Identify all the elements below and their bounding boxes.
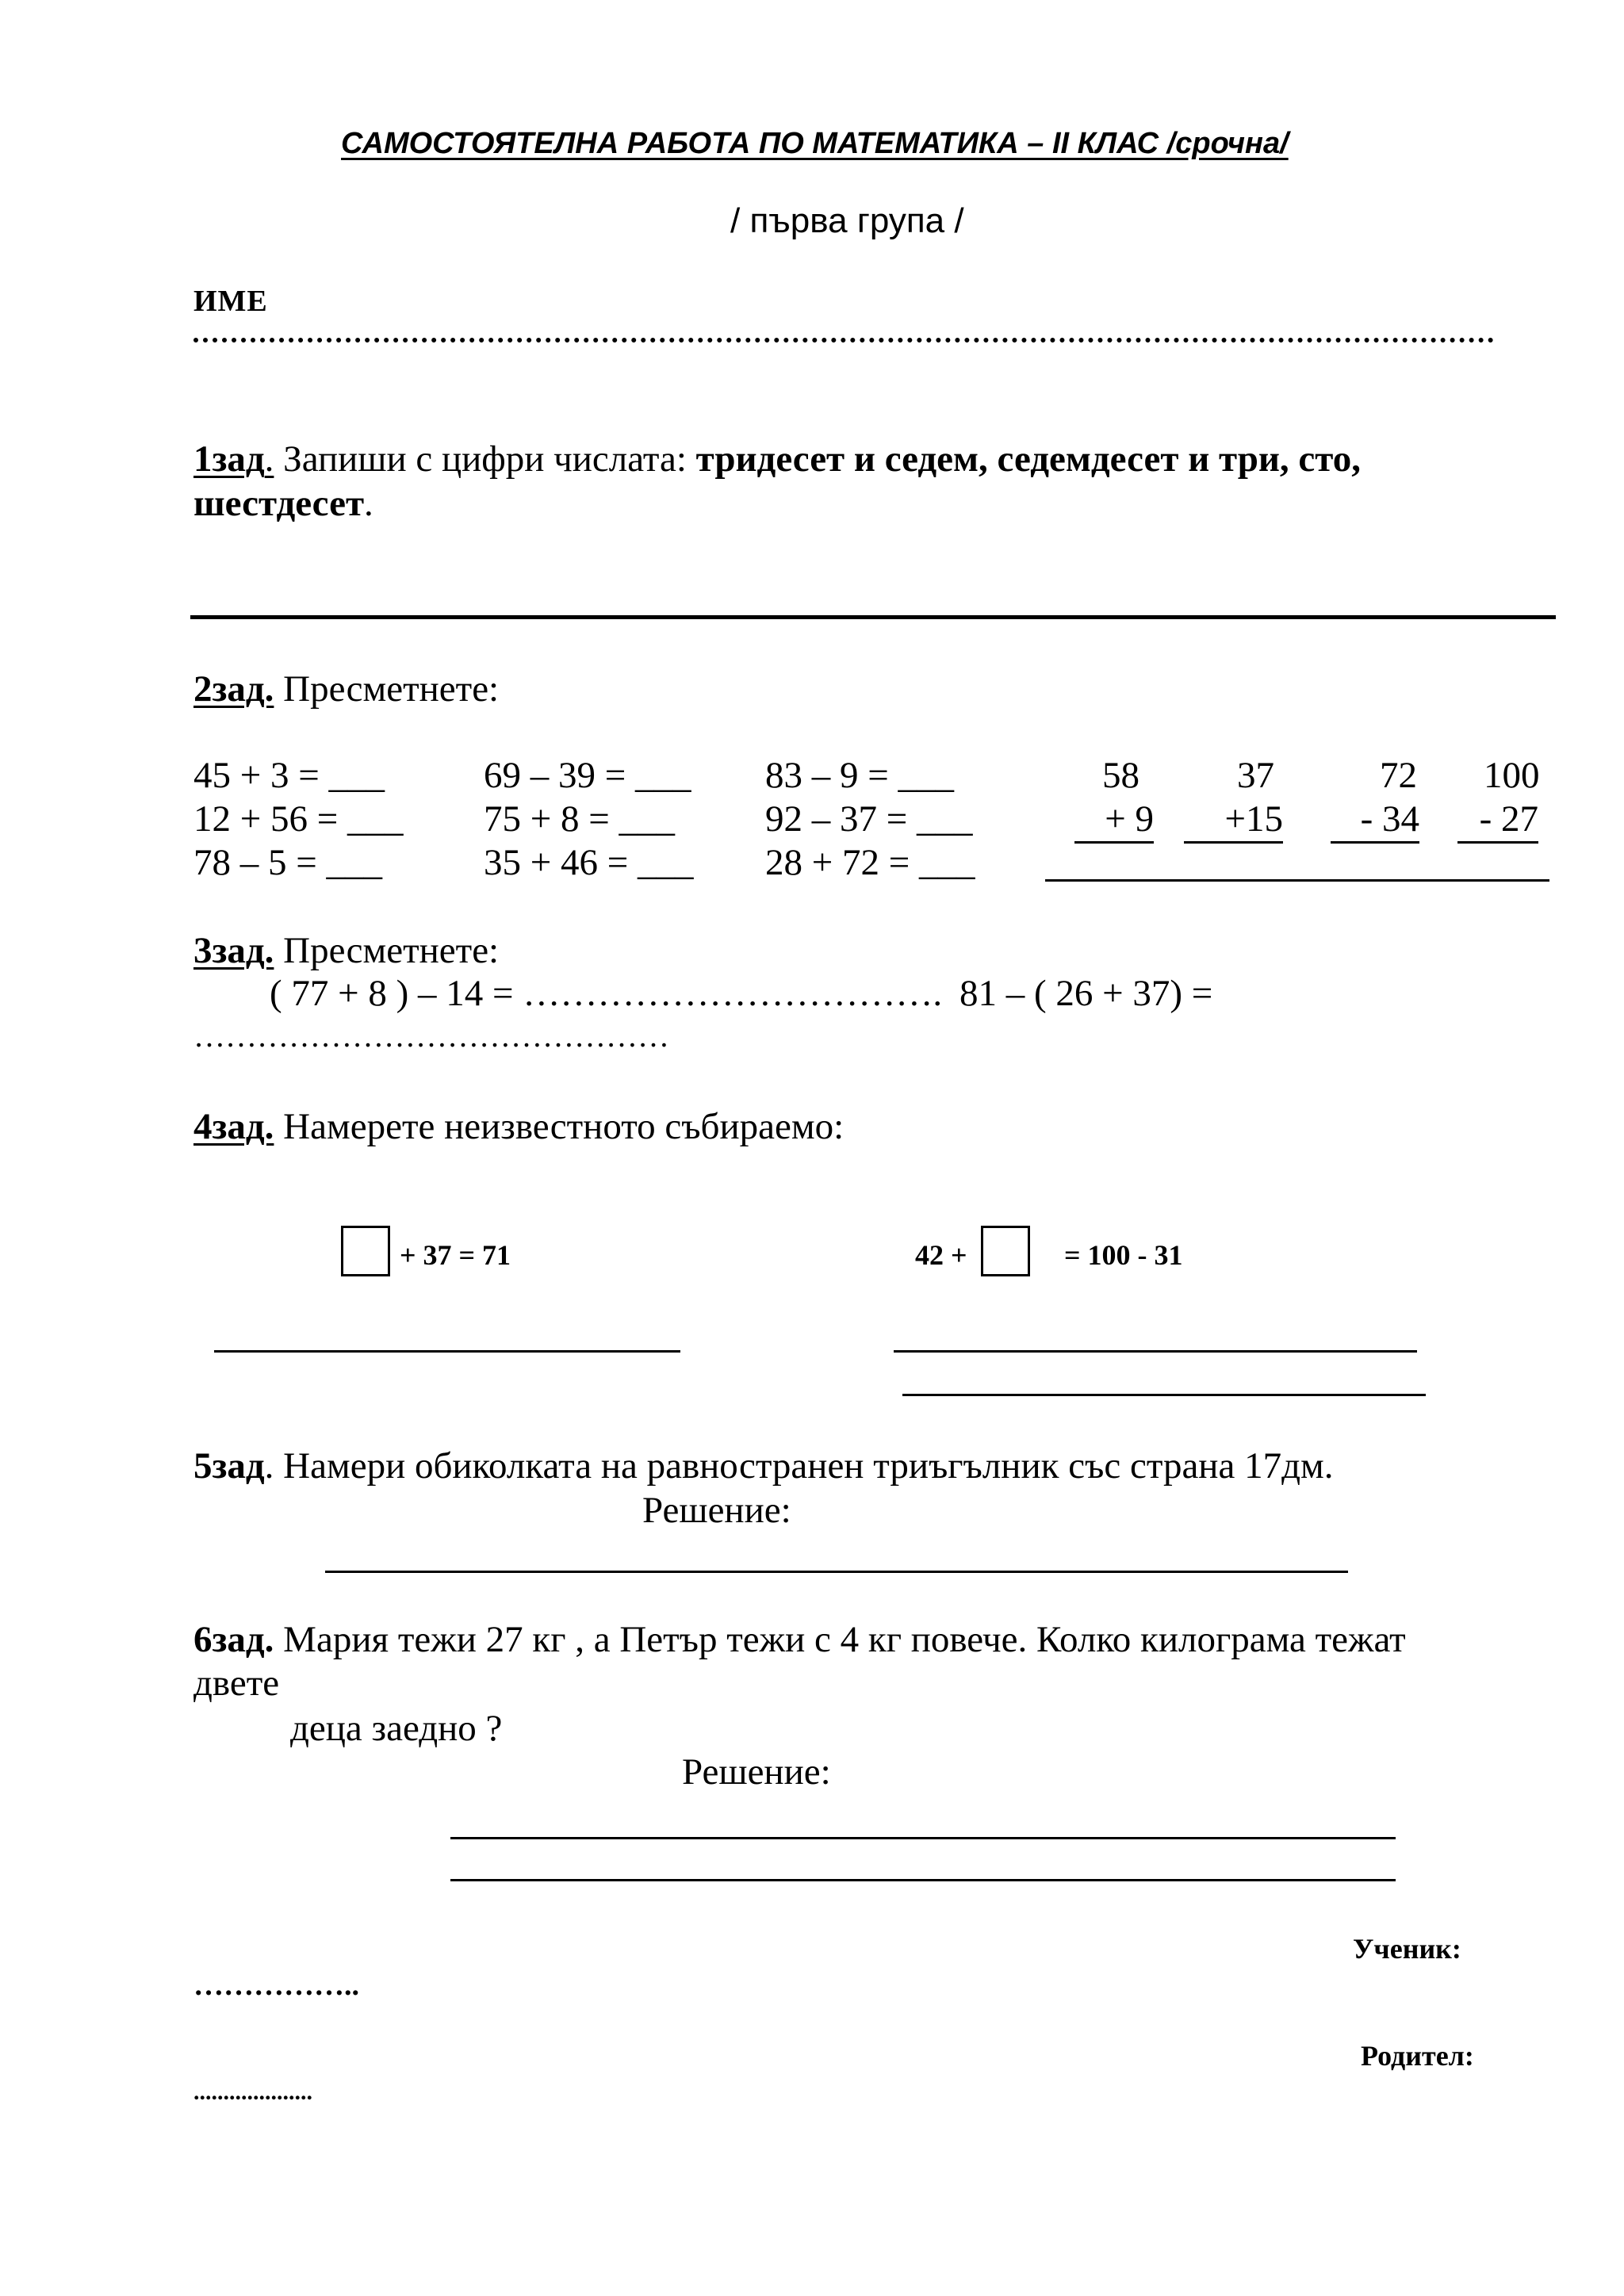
- task5-line: [193, 1445, 1334, 1487]
- task4-text: Намерете неизвестното събираемо:: [274, 1106, 845, 1147]
- task3-expr1: ( 77 + 8 ) – 14 = …………………………….: [270, 973, 943, 1014]
- task6-line3: деца заедно ?: [290, 1708, 503, 1749]
- task4-heading: [193, 1108, 844, 1146]
- task2-expr: 78 – 5 = ___: [193, 842, 383, 883]
- task2-expr: 69 – 39 = ___: [484, 755, 691, 796]
- task2-expr: 45 + 3 = ___: [193, 755, 385, 796]
- task6-label: 6зад.: [193, 1619, 274, 1660]
- task2-text: Пресметнете:: [274, 668, 500, 710]
- task4-answer-line: [214, 1350, 680, 1353]
- parent-label: Родител:: [1361, 2040, 1474, 2072]
- task1-line1: [193, 438, 1362, 480]
- column-top: 58: [1102, 755, 1139, 796]
- task4-answer-line: [902, 1394, 1426, 1396]
- task1-end: .: [364, 483, 373, 524]
- task2-expr: 35 + 46 = ___: [484, 842, 694, 883]
- task5-solution-label: Решение:: [642, 1490, 791, 1531]
- task2-expr: 75 + 8 = ___: [484, 798, 676, 840]
- task3-expr2: 81 – ( 26 + 37) =: [959, 973, 1213, 1014]
- page-title: САМОСТОЯТЕЛНА РАБОТА ПО МАТЕМАТИКА – II КЛАС /срочна/: [341, 127, 1289, 160]
- task4-eq1: + 37 = 71: [400, 1239, 511, 1271]
- unknown-addend-box[interactable]: [341, 1226, 390, 1276]
- column-top: 72: [1380, 755, 1417, 796]
- task1-label: 1зад: [193, 438, 265, 480]
- task2-expr: 28 + 72 = ___: [765, 842, 975, 883]
- task3-heading: [193, 932, 499, 970]
- column-top: 100: [1484, 755, 1540, 796]
- task4-eq2-left: 42 +: [915, 1239, 967, 1271]
- task1-numbers-line2: шестдесет: [193, 483, 365, 524]
- task6-answer-line: [450, 1879, 1396, 1881]
- task4-label: 4зад.: [193, 1106, 274, 1147]
- name-label: ИМЕ: [193, 285, 268, 318]
- task1-label-dot: .: [264, 438, 274, 480]
- student-label: Ученик:: [1353, 1933, 1461, 1965]
- task6-answer-line: [450, 1837, 1396, 1839]
- column-top: 37: [1237, 755, 1274, 796]
- parent-signature-dots: ....................: [193, 2079, 312, 2105]
- task1-line2: [193, 485, 373, 522]
- group-label: / първа група /: [730, 201, 964, 240]
- task2-expr: 12 + 56 = ___: [193, 798, 404, 840]
- student-signature-dots: ……………..: [193, 1969, 359, 2002]
- task2-expr: 83 – 9 = ___: [765, 755, 955, 796]
- task5-answer-line: [325, 1571, 1348, 1573]
- column-op: - 27: [1457, 801, 1538, 844]
- task6-line2: двете: [193, 1663, 280, 1704]
- task6-line1: [193, 1621, 1406, 1659]
- task6-text-line1: Мария тежи 27 кг , а Петър тежи с 4 кг повече. Колко килограма тежат: [274, 1619, 1406, 1660]
- task2-expr: 92 – 37 = ___: [765, 798, 973, 840]
- task4-eq2-right: = 100 - 31: [1064, 1239, 1183, 1271]
- task6-solution-label: Решение:: [682, 1751, 831, 1793]
- column-op: - 34: [1331, 801, 1419, 844]
- task1-numbers-line1: тридесет и седем, седемдесет и три, сто,: [695, 438, 1362, 480]
- task5-label: 5зад: [193, 1445, 265, 1487]
- unknown-addend-box[interactable]: [981, 1226, 1030, 1276]
- column-answer-line: [1045, 879, 1549, 882]
- name-answer-line: [193, 338, 1494, 342]
- column-op: +15: [1184, 801, 1283, 844]
- task5-text: . Намери обиколката на равностранен триъгълник със страна 17дм.: [264, 1445, 1334, 1487]
- task2-label: 2зад.: [193, 668, 274, 710]
- task3-answer-dots: ………………………………………: [193, 1018, 669, 1054]
- task1-answer-line: [190, 615, 1556, 619]
- task3-text: Пресметнете:: [274, 930, 500, 971]
- task3-label: 3зад.: [193, 930, 274, 971]
- task1-text: Запиши с цифри числата:: [274, 438, 696, 480]
- task2-heading: [193, 668, 500, 710]
- task4-answer-line: [894, 1350, 1417, 1353]
- column-op: + 9: [1074, 801, 1154, 844]
